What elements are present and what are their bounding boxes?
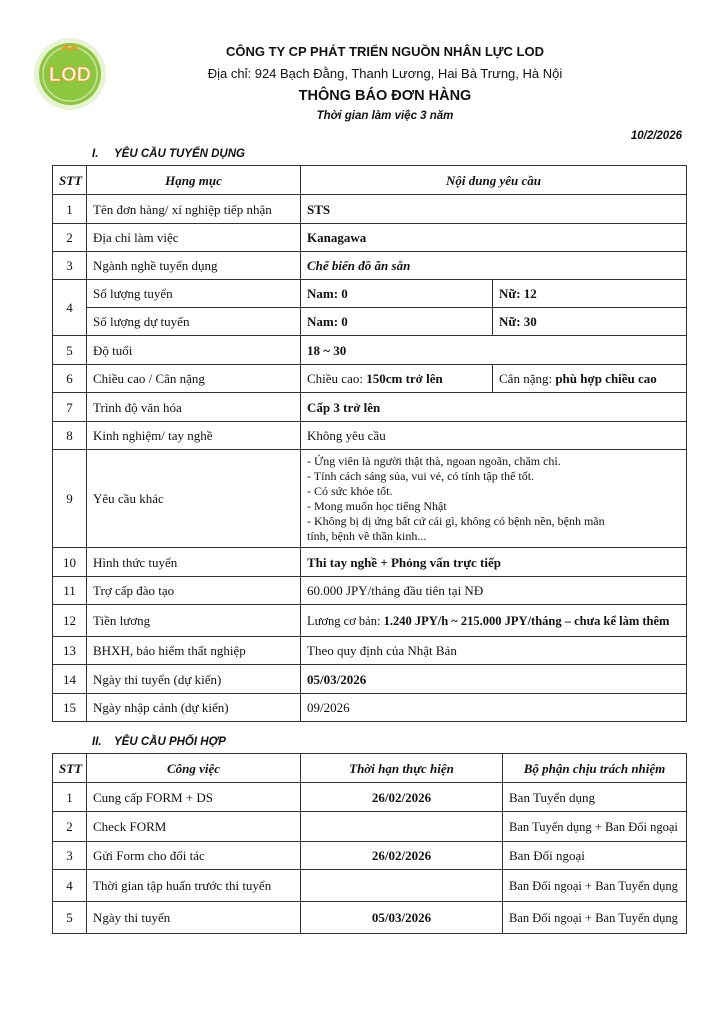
table-row bbox=[53, 224, 687, 252]
row-item: Trợ cấp đào tạo bbox=[87, 577, 301, 605]
header-task: Công việc bbox=[87, 754, 301, 783]
company-name: CÔNG TY CP PHÁT TRIỂN NGUỒN NHÂN LỰC LOD bbox=[226, 44, 544, 59]
other-requirements-cell bbox=[301, 450, 687, 548]
section-2-title: YÊU CẦU PHỐI HỢP bbox=[114, 736, 226, 748]
table-row bbox=[53, 280, 687, 308]
row-department: Ban Đối ngoại + Ban Tuyển dụng bbox=[503, 902, 687, 934]
male-count-cell: Nam: 0 bbox=[301, 280, 493, 308]
female-count-cell: Nữ: 30 bbox=[493, 308, 687, 336]
row-value: 05/03/2026 bbox=[301, 665, 687, 694]
header-department: Bộ phận chịu trách nhiệm bbox=[503, 754, 687, 783]
row-deadline: 26/02/2026 bbox=[301, 783, 503, 812]
row-department: Ban Đối ngoại + Ban Tuyển dụng bbox=[503, 870, 687, 902]
table-row bbox=[53, 393, 687, 422]
row-stt: 3 bbox=[53, 842, 87, 870]
row-item: Ngành nghề tuyển dụng bbox=[87, 252, 301, 280]
table-row bbox=[53, 450, 687, 548]
row-value: 60.000 JPY/tháng đầu tiên tại NĐ bbox=[301, 577, 687, 605]
row-item: Yêu cầu khác bbox=[87, 450, 301, 548]
document-subtitle: Thời gian làm việc 3 năm bbox=[316, 110, 454, 122]
row-task: Thời gian tập huấn trước thi tuyển bbox=[87, 870, 301, 902]
document-date: 10/2/2026 bbox=[630, 130, 682, 142]
requirement-line: - Không bị dị ứng bất cứ cái gì, không có bệnh nền, bệnh mãn bbox=[307, 513, 605, 528]
row-item: Kinh nghiệm/ tay nghề bbox=[87, 422, 301, 450]
logo-text: LOD bbox=[48, 64, 92, 86]
requirement-line: - Có sức khỏe tốt. bbox=[307, 483, 393, 498]
row-item: Tiền lương bbox=[87, 605, 301, 637]
row-value: 09/2026 bbox=[301, 694, 687, 722]
section-1-number: I. bbox=[92, 148, 99, 160]
row-stt: 1 bbox=[53, 195, 87, 224]
table-row bbox=[53, 605, 687, 637]
header-stt: STT bbox=[53, 166, 87, 195]
table-row bbox=[53, 694, 687, 722]
section-2-number: II. bbox=[92, 736, 102, 748]
row-value: Không yêu cầu bbox=[301, 422, 687, 450]
row-stt: 14 bbox=[53, 665, 87, 694]
salary-cell: Lương cơ bản: 1.240 JPY/h ~ 215.000 JPY/tháng – chưa kể làm thêm bbox=[301, 605, 687, 637]
table-row bbox=[53, 365, 687, 393]
row-deadline: 05/03/2026 bbox=[301, 902, 503, 934]
row-value: 18 ~ 30 bbox=[301, 336, 687, 365]
row-stt: 11 bbox=[53, 577, 87, 605]
row-item: Trình độ văn hóa bbox=[87, 393, 301, 422]
table-header-row bbox=[53, 166, 687, 195]
table-row bbox=[53, 548, 687, 577]
recruitment-requirements-table bbox=[52, 165, 687, 722]
row-stt: 4 bbox=[53, 280, 87, 336]
table-row bbox=[53, 812, 687, 842]
row-task: Check FORM bbox=[87, 812, 301, 842]
header-deadline: Thời hạn thực hiện bbox=[301, 754, 503, 783]
male-count-cell: Nam: 0 bbox=[301, 308, 493, 336]
table-row bbox=[53, 783, 687, 812]
row-value: Chế biến đồ ăn sẵn bbox=[301, 252, 687, 280]
row-stt: 12 bbox=[53, 605, 87, 637]
row-stt: 6 bbox=[53, 365, 87, 393]
row-item: Ngày thi tuyển (dự kiến) bbox=[87, 665, 301, 694]
table-row bbox=[53, 336, 687, 365]
document-title: THÔNG BÁO ĐƠN HÀNG bbox=[298, 88, 472, 104]
row-stt: 15 bbox=[53, 694, 87, 722]
row-item: BHXH, bảo hiểm thất nghiệp bbox=[87, 637, 301, 665]
row-value: STS bbox=[301, 195, 687, 224]
row-deadline bbox=[301, 870, 503, 902]
row-department: Ban Tuyển dụng + Ban Đối ngoại bbox=[503, 812, 687, 842]
row-stt: 3 bbox=[53, 252, 87, 280]
row-item: Tên đơn hàng/ xí nghiệp tiếp nhận bbox=[87, 195, 301, 224]
row-item: Ngày nhập cảnh (dự kiến) bbox=[87, 694, 301, 722]
row-item: Số lượng dự tuyển bbox=[87, 308, 301, 336]
section-1-heading bbox=[92, 148, 245, 160]
table-row bbox=[53, 577, 687, 605]
table-row bbox=[53, 195, 687, 224]
row-stt: 13 bbox=[53, 637, 87, 665]
row-stt: 5 bbox=[53, 902, 87, 934]
row-item: Hình thức tuyển bbox=[87, 548, 301, 577]
section-1-title: YÊU CẦU TUYỂN DỤNG bbox=[114, 148, 245, 160]
row-stt: 7 bbox=[53, 393, 87, 422]
row-deadline bbox=[301, 812, 503, 842]
table-header-row bbox=[53, 754, 687, 783]
company-logo bbox=[32, 36, 108, 112]
row-item: Địa chỉ làm việc bbox=[87, 224, 301, 252]
row-item: Độ tuổi bbox=[87, 336, 301, 365]
row-value: Thi tay nghề + Phỏng vấn trực tiếp bbox=[301, 548, 687, 577]
row-item: Chiều cao / Cân nặng bbox=[87, 365, 301, 393]
header-item: Hạng mục bbox=[87, 166, 301, 195]
row-department: Ban Đối ngoại bbox=[503, 842, 687, 870]
table-row bbox=[53, 308, 687, 336]
section-2-heading bbox=[92, 736, 226, 748]
row-stt: 2 bbox=[53, 812, 87, 842]
row-value: Kanagawa bbox=[301, 224, 687, 252]
table-row bbox=[53, 842, 687, 870]
table-row bbox=[53, 422, 687, 450]
table-row bbox=[53, 637, 687, 665]
row-value: Cấp 3 trở lên bbox=[301, 393, 687, 422]
row-stt: 5 bbox=[53, 336, 87, 365]
row-stt: 10 bbox=[53, 548, 87, 577]
row-stt: 8 bbox=[53, 422, 87, 450]
row-task: Gửi Form cho đối tác bbox=[87, 842, 301, 870]
requirement-line: - Ứng viên là người thật thà, ngoan ngoãn, chăm chỉ. bbox=[307, 453, 561, 468]
weight-cell: Cân nặng: phù hợp chiều cao bbox=[493, 365, 687, 393]
row-stt: 4 bbox=[53, 870, 87, 902]
header-content: Nội dung yêu cầu bbox=[301, 166, 687, 195]
row-task: Ngày thi tuyển bbox=[87, 902, 301, 934]
row-task: Cung cấp FORM + DS bbox=[87, 783, 301, 812]
row-value: Theo quy định của Nhật Bản bbox=[301, 637, 687, 665]
table-row bbox=[53, 870, 687, 902]
requirement-line: tính, bệnh về thần kinh... bbox=[307, 528, 427, 543]
row-stt: 2 bbox=[53, 224, 87, 252]
table-row bbox=[53, 665, 687, 694]
header-stt: STT bbox=[53, 754, 87, 783]
row-deadline: 26/02/2026 bbox=[301, 842, 503, 870]
coordination-table bbox=[52, 753, 687, 934]
row-department: Ban Tuyển dụng bbox=[503, 783, 687, 812]
table-row bbox=[53, 902, 687, 934]
requirement-line: - Mong muốn học tiếng Nhật bbox=[307, 498, 447, 513]
height-cell: Chiều cao: 150cm trở lên bbox=[301, 365, 493, 393]
requirement-line: - Tính cách sáng sủa, vui vẻ, có tính tập thể tốt. bbox=[307, 468, 535, 483]
company-address: Địa chỉ: 924 Bạch Đằng, Thanh Lương, Hai Bà Trưng, Hà Nội bbox=[207, 66, 563, 81]
table-row bbox=[53, 252, 687, 280]
female-count-cell: Nữ: 12 bbox=[493, 280, 687, 308]
row-stt: 9 bbox=[53, 450, 87, 548]
row-item: Số lượng tuyển bbox=[87, 280, 301, 308]
row-stt: 1 bbox=[53, 783, 87, 812]
